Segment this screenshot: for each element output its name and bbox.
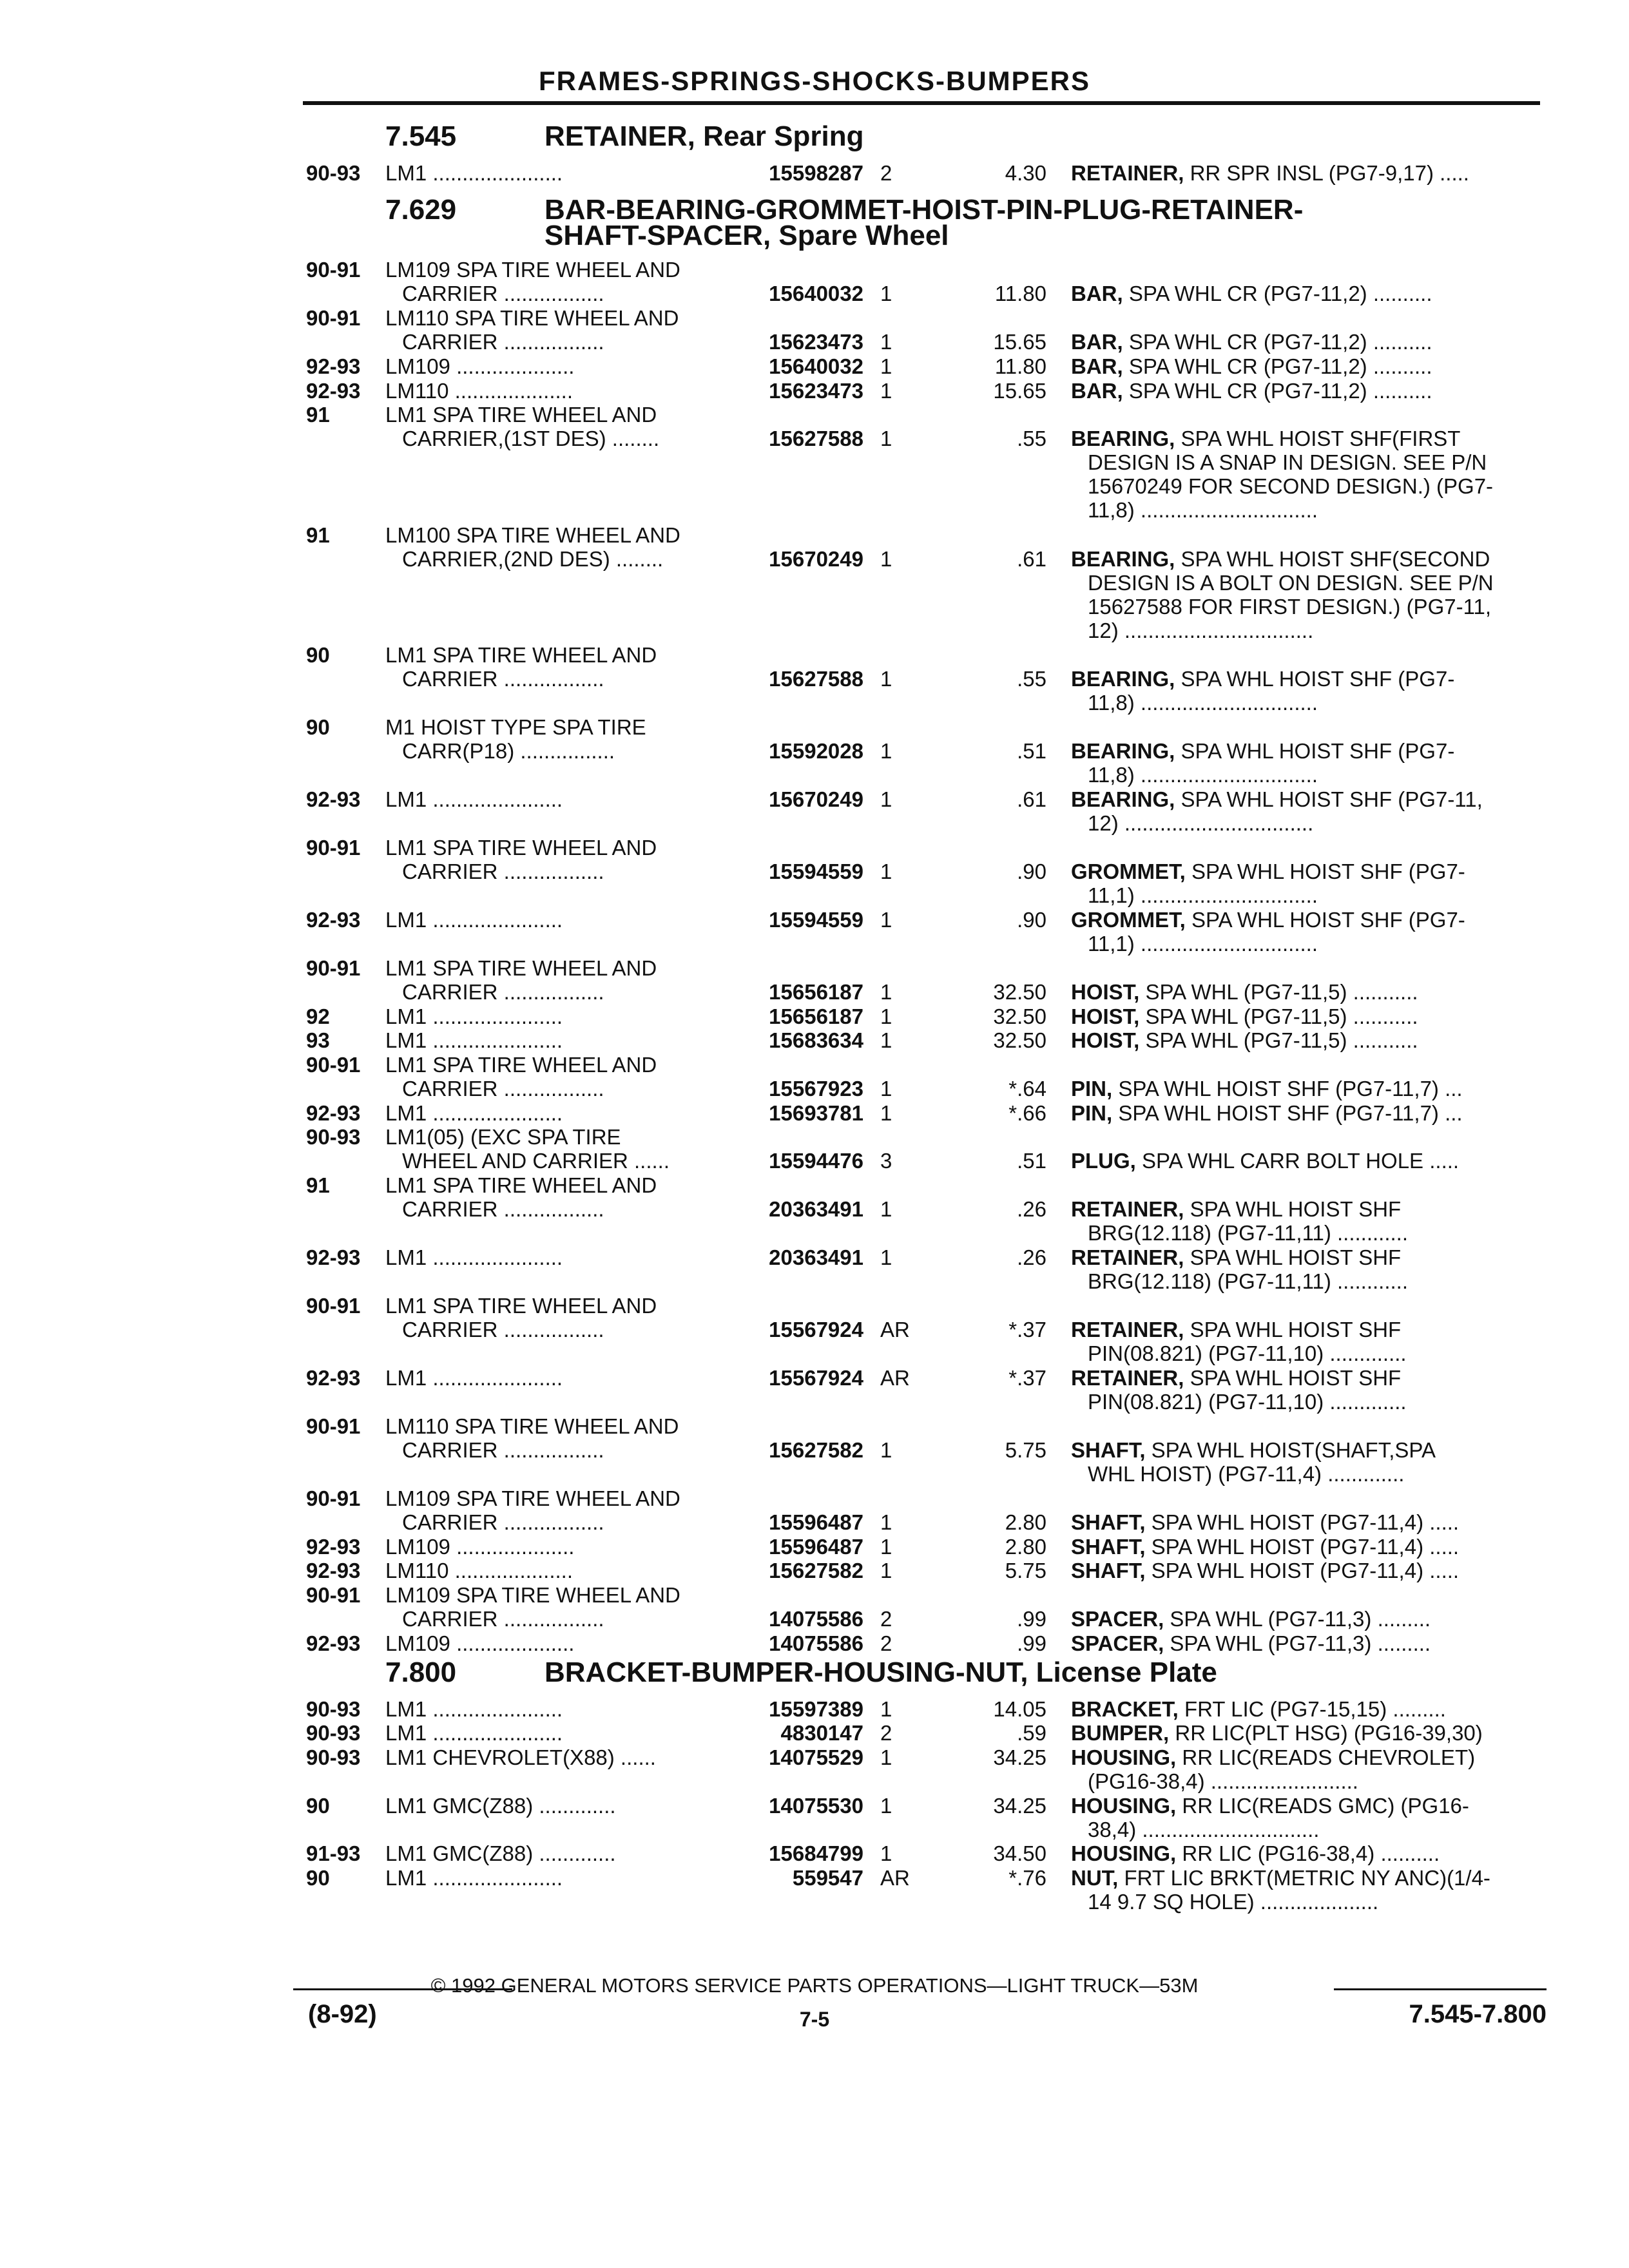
quantity: 2 [880, 1607, 892, 1631]
usage-description-cont: CARRIER ................. [402, 860, 604, 883]
model-year: 91 [306, 523, 330, 547]
price: 2.80 [1005, 1535, 1046, 1559]
model-year: 91-93 [306, 1841, 361, 1865]
model-year: 92-93 [306, 1101, 361, 1125]
quantity: 2 [880, 1721, 892, 1745]
model-year: 90-91 [306, 836, 361, 860]
quantity: 1 [880, 908, 892, 932]
usage-description: LM109 .................... [385, 1535, 575, 1559]
part-keyword: SPACER, [1071, 1631, 1164, 1655]
part-keyword: HOUSING, [1071, 1745, 1177, 1769]
usage-description: LM1 SPA TIRE WHEEL AND [385, 1053, 657, 1077]
price: .59 [1017, 1721, 1046, 1745]
price: .26 [1017, 1197, 1046, 1221]
model-year: 90-93 [306, 1697, 361, 1721]
part-description: GROMMET, SPA WHL HOIST SHF (PG7- [1071, 860, 1465, 883]
part-description: SHAFT, SPA WHL HOIST (PG7-11,4) ..... [1071, 1559, 1460, 1582]
model-year: 92-93 [306, 379, 361, 403]
part-description: BEARING, SPA WHL HOIST SHF(SECOND [1071, 547, 1490, 571]
usage-description: LM1 ...................... [385, 1004, 563, 1028]
part-description: SHAFT, SPA WHL HOIST (PG7-11,4) ..... [1071, 1535, 1460, 1559]
usage-description: LM110 SPA TIRE WHEEL AND [385, 306, 679, 330]
price: .99 [1017, 1607, 1046, 1631]
usage-description: LM1 ...................... [385, 1101, 563, 1125]
part-description: 15627588 FOR FIRST DESIGN.) (PG7-11, [1088, 595, 1492, 619]
price: *.37 [1008, 1318, 1046, 1341]
price: 11.80 [994, 354, 1046, 378]
model-year: 90 [306, 1794, 330, 1818]
part-description: HOIST, SPA WHL (PG7-11,5) ........... [1071, 980, 1418, 1004]
usage-description: LM1 SPA TIRE WHEEL AND [385, 1173, 657, 1197]
part-keyword: HOUSING, [1071, 1794, 1177, 1818]
part-number: 15627582 [769, 1559, 863, 1582]
part-number: 15598287 [769, 161, 863, 185]
price: .26 [1017, 1245, 1046, 1269]
part-number: 15627588 [769, 667, 863, 691]
footer-copyright: © 1992 GENERAL MOTORS SERVICE PARTS OPERATIONS—LIGHT TRUCK—53M [430, 1974, 1199, 1997]
part-keyword: RETAINER, [1071, 1245, 1184, 1269]
part-description: (PG16-38,4) ......................... [1088, 1769, 1358, 1793]
footer-section-range: 7.545-7.800 [1409, 2000, 1547, 2028]
quantity: AR [880, 1366, 910, 1390]
model-year: 90 [306, 715, 330, 739]
quantity: 1 [880, 1794, 892, 1818]
part-keyword: BAR, [1071, 330, 1123, 354]
model-year: 92-93 [306, 908, 361, 932]
part-number: 15640032 [769, 282, 863, 305]
quantity: 1 [880, 980, 892, 1004]
part-description: HOIST, SPA WHL (PG7-11,5) ........... [1071, 1028, 1418, 1052]
part-number: 14075529 [769, 1745, 863, 1769]
usage-description: LM109 SPA TIRE WHEEL AND [385, 258, 680, 282]
part-keyword: BEARING, [1071, 427, 1175, 450]
usage-description-cont: CARRIER ................. [402, 1607, 604, 1631]
part-description: 38,4) .............................. [1088, 1818, 1320, 1841]
part-number: 15597389 [769, 1697, 863, 1721]
part-number: 15627582 [769, 1438, 863, 1462]
usage-description: LM109 SPA TIRE WHEEL AND [385, 1583, 680, 1607]
quantity: 2 [880, 161, 892, 185]
model-year: 90-93 [306, 161, 361, 185]
quantity: 1 [880, 330, 892, 354]
usage-description: LM1 ...................... [385, 908, 563, 932]
part-keyword: SPACER, [1071, 1607, 1164, 1631]
part-description: GROMMET, SPA WHL HOIST SHF (PG7- [1071, 908, 1465, 932]
usage-description: LM1 SPA TIRE WHEEL AND [385, 956, 657, 980]
part-number: 15640032 [769, 354, 863, 378]
usage-description: LM109 .................... [385, 354, 575, 378]
part-description: DESIGN IS A SNAP IN DESIGN. SEE P/N [1088, 450, 1487, 474]
part-description: RETAINER, SPA WHL HOIST SHF [1071, 1197, 1402, 1221]
usage-description: LM1 ...................... [385, 1028, 563, 1052]
part-number: 15596487 [769, 1535, 863, 1559]
price: 14.05 [993, 1697, 1046, 1721]
part-number: 15670249 [769, 787, 863, 811]
usage-description: LM1 SPA TIRE WHEEL AND [385, 836, 657, 860]
part-description: SHAFT, SPA WHL HOIST (PG7-11,4) ..... [1071, 1510, 1460, 1534]
price: .99 [1017, 1631, 1046, 1655]
part-description: HOUSING, RR LIC (PG16-38,4) .......... [1071, 1841, 1440, 1865]
part-description: 11,8) .............................. [1088, 691, 1318, 715]
part-keyword: PIN, [1071, 1101, 1113, 1125]
part-keyword: PIN, [1071, 1077, 1113, 1100]
price: 15.65 [993, 330, 1046, 354]
quantity: 1 [880, 667, 892, 691]
model-year: 92-93 [306, 1245, 361, 1269]
part-keyword: BAR, [1071, 354, 1123, 378]
model-year: 90-91 [306, 258, 361, 282]
quantity: 1 [880, 379, 892, 403]
usage-description-cont: CARR(P18) ................ [402, 739, 615, 763]
usage-description-cont: CARRIER ................. [402, 667, 604, 691]
usage-description: LM110 SPA TIRE WHEEL AND [385, 1414, 679, 1438]
usage-description: LM1 ...................... [385, 787, 563, 811]
price: 34.25 [993, 1745, 1046, 1769]
model-year: 90-91 [306, 1414, 361, 1438]
part-keyword: HOIST, [1071, 1028, 1140, 1052]
part-description: PIN(08.821) (PG7-11,10) ............. [1088, 1341, 1407, 1365]
quantity: 1 [880, 1101, 892, 1125]
part-description: 15670249 FOR SECOND DESIGN.) (PG7- [1088, 474, 1494, 498]
quantity: 1 [880, 860, 892, 883]
part-keyword: BEARING, [1071, 547, 1175, 571]
section-number: 7.545 [385, 120, 457, 152]
part-number: 14075586 [769, 1607, 863, 1631]
part-keyword: GROMMET, [1071, 908, 1186, 932]
quantity: 1 [880, 1438, 892, 1462]
part-description: WHL HOIST) (PG7-11,4) ............. [1088, 1462, 1405, 1486]
price: .90 [1017, 860, 1046, 883]
price: 4.30 [1005, 161, 1046, 185]
part-keyword: BEARING, [1071, 667, 1175, 691]
part-number: 15656187 [769, 980, 863, 1004]
part-description: PIN(08.821) (PG7-11,10) ............. [1088, 1390, 1407, 1414]
part-description: HOUSING, RR LIC(READS GMC) (PG16- [1071, 1794, 1469, 1818]
model-year: 90-91 [306, 956, 361, 980]
part-keyword: RETAINER, [1071, 1318, 1184, 1341]
part-description: BEARING, SPA WHL HOIST SHF (PG7- [1071, 739, 1455, 763]
section-title: BAR-BEARING-GROMMET-HOIST-PIN-PLUG-RETAINER- [545, 194, 1304, 226]
part-description: 11,8) .............................. [1088, 498, 1318, 522]
usage-description: LM1 ...................... [385, 1697, 563, 1721]
quantity: 1 [880, 787, 892, 811]
usage-description: LM110 .................... [385, 1559, 573, 1582]
usage-description-cont: CARRIER ................. [402, 1510, 604, 1534]
part-number: 15594476 [769, 1149, 863, 1173]
usage-description-cont: CARRIER ................. [402, 980, 604, 1004]
part-number: 14075586 [769, 1631, 863, 1655]
quantity: 2 [880, 1631, 892, 1655]
part-keyword: NUT, [1071, 1866, 1119, 1890]
usage-description-cont: CARRIER ................. [402, 282, 604, 305]
part-description: DESIGN IS A BOLT ON DESIGN. SEE P/N [1088, 571, 1494, 595]
part-description: PLUG, SPA WHL CARR BOLT HOLE ..... [1071, 1149, 1460, 1173]
model-year: 91 [306, 1173, 330, 1197]
part-description: BAR, SPA WHL CR (PG7-11,2) .......... [1071, 282, 1432, 305]
usage-description-cont: WHEEL AND CARRIER ...... [402, 1149, 670, 1173]
section-title: SHAFT-SPACER, Spare Wheel [545, 220, 949, 251]
part-keyword: SHAFT, [1071, 1510, 1146, 1534]
usage-description-cont: CARRIER ................. [402, 1318, 604, 1341]
part-description: BEARING, SPA WHL HOIST SHF (PG7-11, [1071, 787, 1483, 811]
quantity: 1 [880, 1004, 892, 1028]
quantity: 1 [880, 739, 892, 763]
quantity: 1 [880, 1197, 892, 1221]
part-description: BEARING, SPA WHL HOIST SHF (PG7- [1071, 667, 1455, 691]
header-rule [303, 101, 1540, 105]
part-number: 15567924 [769, 1318, 863, 1341]
quantity: 1 [880, 1535, 892, 1559]
price: 34.50 [993, 1841, 1046, 1865]
model-year: 92 [306, 1004, 330, 1028]
usage-description: LM1 SPA TIRE WHEEL AND [385, 1294, 657, 1318]
part-description: BEARING, SPA WHL HOIST SHF(FIRST [1071, 427, 1461, 450]
price: 34.25 [993, 1794, 1046, 1818]
part-number: 15656187 [769, 1004, 863, 1028]
model-year: 90-93 [306, 1721, 361, 1745]
part-description: BAR, SPA WHL CR (PG7-11,2) .......... [1071, 379, 1432, 403]
usage-description: LM110 .................... [385, 379, 573, 403]
price: 2.80 [1005, 1510, 1046, 1534]
usage-description: LM1 GMC(Z88) ............. [385, 1841, 616, 1865]
quantity: 1 [880, 547, 892, 571]
part-keyword: GROMMET, [1071, 860, 1186, 883]
model-year: 90 [306, 1866, 330, 1890]
part-number: 559547 [792, 1866, 863, 1890]
part-number: 15567924 [769, 1366, 863, 1390]
price: .55 [1017, 667, 1046, 691]
part-keyword: BEARING, [1071, 787, 1175, 811]
model-year: 90-93 [306, 1125, 361, 1149]
part-keyword: RETAINER, [1071, 1197, 1184, 1221]
part-number: 20363491 [769, 1197, 863, 1221]
model-year: 92-93 [306, 354, 361, 378]
price: *.64 [1008, 1077, 1046, 1100]
model-year: 90 [306, 643, 330, 667]
page-title: FRAMES-SPRINGS-SHOCKS-BUMPERS [538, 66, 1091, 96]
part-description: PIN, SPA WHL HOIST SHF (PG7-11,7) ... [1071, 1077, 1463, 1100]
usage-description: LM1 SPA TIRE WHEEL AND [385, 403, 657, 427]
part-number: 20363491 [769, 1245, 863, 1269]
part-number: 15594559 [769, 908, 863, 932]
usage-description: LM1 ...................... [385, 1866, 563, 1890]
part-keyword: RETAINER, [1071, 1366, 1184, 1390]
part-description: BRACKET, FRT LIC (PG7-15,15) ......... [1071, 1697, 1446, 1721]
part-description: NUT, FRT LIC BRKT(METRIC NY ANC)(1/4- [1071, 1866, 1490, 1890]
part-description: RETAINER, SPA WHL HOIST SHF [1071, 1318, 1402, 1341]
part-keyword: SHAFT, [1071, 1535, 1146, 1559]
quantity: 1 [880, 354, 892, 378]
part-description: BAR, SPA WHL CR (PG7-11,2) .......... [1071, 354, 1432, 378]
part-number: 15693781 [769, 1101, 863, 1125]
price: 5.75 [1005, 1559, 1046, 1582]
price: 32.50 [993, 980, 1046, 1004]
quantity: 1 [880, 1697, 892, 1721]
part-description: BAR, SPA WHL CR (PG7-11,2) .......... [1071, 330, 1432, 354]
section-title: BRACKET-BUMPER-HOUSING-NUT, License Plate [545, 1657, 1217, 1688]
model-year: 92-93 [306, 1535, 361, 1559]
model-year: 91 [306, 403, 330, 427]
part-description: 11,8) .............................. [1088, 763, 1318, 787]
model-year: 90-91 [306, 1294, 361, 1318]
part-description: SHAFT, SPA WHL HOIST(SHAFT,SPA [1071, 1438, 1436, 1462]
price: .61 [1017, 787, 1046, 811]
part-description: BRG(12.118) (PG7-11,11) ............ [1088, 1221, 1409, 1245]
quantity: AR [880, 1318, 910, 1341]
model-year: 90-91 [306, 1053, 361, 1077]
price: *.76 [1008, 1866, 1046, 1890]
part-keyword: BAR, [1071, 379, 1123, 403]
usage-description-cont: CARRIER ................. [402, 1438, 604, 1462]
quantity: 1 [880, 1745, 892, 1769]
part-keyword: HOUSING, [1071, 1841, 1177, 1865]
usage-description: LM1 ...................... [385, 1721, 563, 1745]
part-keyword: HOIST, [1071, 980, 1140, 1004]
part-keyword: SHAFT, [1071, 1438, 1146, 1462]
usage-description: LM1 GMC(Z88) ............. [385, 1794, 616, 1818]
usage-description-cont: CARRIER ................. [402, 330, 604, 354]
part-number: 14075530 [769, 1794, 863, 1818]
part-description: BRG(12.118) (PG7-11,11) ............ [1088, 1269, 1409, 1293]
usage-description-cont: CARRIER,(1ST DES) ........ [402, 427, 660, 450]
part-description: PIN, SPA WHL HOIST SHF (PG7-11,7) ... [1071, 1101, 1463, 1125]
price: .61 [1017, 547, 1046, 571]
usage-description: LM1 ...................... [385, 1366, 563, 1390]
model-year: 90-91 [306, 1583, 361, 1607]
section-number: 7.800 [385, 1657, 457, 1688]
section-title: RETAINER, Rear Spring [545, 120, 864, 152]
usage-description: LM1 ...................... [385, 1245, 563, 1269]
part-keyword: HOIST, [1071, 1004, 1140, 1028]
part-number: 15596487 [769, 1510, 863, 1534]
usage-description: LM1 SPA TIRE WHEEL AND [385, 643, 657, 667]
part-description: 12) ................................ [1088, 811, 1314, 835]
part-keyword: BRACKET, [1071, 1697, 1179, 1721]
price: .51 [1017, 1149, 1046, 1173]
part-number: 15592028 [769, 739, 863, 763]
price: .51 [1017, 739, 1046, 763]
part-number: 15623473 [769, 330, 863, 354]
part-number: 15684799 [769, 1841, 863, 1865]
part-number: 4830147 [780, 1721, 863, 1745]
part-description: HOUSING, RR LIC(READS CHEVROLET) [1071, 1745, 1476, 1769]
part-number: 15670249 [769, 547, 863, 571]
usage-description: LM1 CHEVROLET(X88) ...... [385, 1745, 656, 1769]
quantity: 3 [880, 1149, 892, 1173]
model-year: 92-93 [306, 787, 361, 811]
part-number: 15594559 [769, 860, 863, 883]
part-description: SPACER, SPA WHL (PG7-11,3) ......... [1071, 1631, 1431, 1655]
usage-description-cont: CARRIER,(2ND DES) ........ [402, 547, 664, 571]
part-number: 15623473 [769, 379, 863, 403]
usage-description-cont: CARRIER ................. [402, 1197, 604, 1221]
usage-description: M1 HOIST TYPE SPA TIRE [385, 715, 646, 739]
part-number: 15683634 [769, 1028, 863, 1052]
model-year: 92-93 [306, 1631, 361, 1655]
part-description: SPACER, SPA WHL (PG7-11,3) ......... [1071, 1607, 1431, 1631]
model-year: 90-93 [306, 1745, 361, 1769]
usage-description: LM109 .................... [385, 1631, 575, 1655]
quantity: 1 [880, 1841, 892, 1865]
part-description: RETAINER, SPA WHL HOIST SHF [1071, 1245, 1402, 1269]
model-year: 92-93 [306, 1366, 361, 1390]
part-description: 12) ................................ [1088, 619, 1314, 642]
part-description: HOIST, SPA WHL (PG7-11,5) ........... [1071, 1004, 1418, 1028]
usage-description: LM1(05) (EXC SPA TIRE [385, 1125, 621, 1149]
model-year: 90-91 [306, 1486, 361, 1510]
usage-description: LM109 SPA TIRE WHEEL AND [385, 1486, 680, 1510]
model-year: 93 [306, 1028, 330, 1052]
quantity: 1 [880, 1559, 892, 1582]
price: .90 [1017, 908, 1046, 932]
usage-description: LM100 SPA TIRE WHEEL AND [385, 523, 680, 547]
part-description: 14 9.7 SQ HOLE) .................... [1088, 1890, 1379, 1914]
part-keyword: BEARING, [1071, 739, 1175, 763]
quantity: 1 [880, 1028, 892, 1052]
part-keyword: BAR, [1071, 282, 1123, 305]
quantity: 1 [880, 1077, 892, 1100]
quantity: 1 [880, 427, 892, 450]
price: *.37 [1008, 1366, 1046, 1390]
part-description: BUMPER, RR LIC(PLT HSG) (PG16-39,30) [1071, 1721, 1483, 1745]
model-year: 92-93 [306, 1559, 361, 1582]
part-keyword: BUMPER, [1071, 1721, 1170, 1745]
price: .55 [1017, 427, 1046, 450]
section-number: 7.629 [385, 194, 457, 226]
part-description: 11,1) .............................. [1088, 883, 1318, 907]
model-year: 90-91 [306, 306, 361, 330]
part-keyword: SHAFT, [1071, 1559, 1146, 1582]
part-description: RETAINER, RR SPR INSL (PG7-9,17) ..... [1071, 161, 1469, 185]
price: 32.50 [993, 1028, 1046, 1052]
quantity: 1 [880, 1510, 892, 1534]
price: 11.80 [994, 282, 1046, 305]
price: 5.75 [1005, 1438, 1046, 1462]
usage-description-cont: CARRIER ................. [402, 1077, 604, 1100]
quantity: 1 [880, 1245, 892, 1269]
part-keyword: RETAINER, [1071, 161, 1184, 185]
part-description: 11,1) .............................. [1088, 932, 1318, 956]
quantity: AR [880, 1866, 910, 1890]
usage-description: LM1 ...................... [385, 161, 563, 185]
part-number: 15567923 [769, 1077, 863, 1100]
quantity: 1 [880, 282, 892, 305]
price: *.66 [1008, 1101, 1046, 1125]
price: 32.50 [993, 1004, 1046, 1028]
price: 15.65 [993, 379, 1046, 403]
footer-date-code: (8-92) [308, 2000, 377, 2028]
part-number: 15627588 [769, 427, 863, 450]
footer-page-number: 7-5 [799, 2008, 830, 2031]
part-keyword: PLUG, [1071, 1149, 1136, 1173]
part-description: RETAINER, SPA WHL HOIST SHF [1071, 1366, 1402, 1390]
